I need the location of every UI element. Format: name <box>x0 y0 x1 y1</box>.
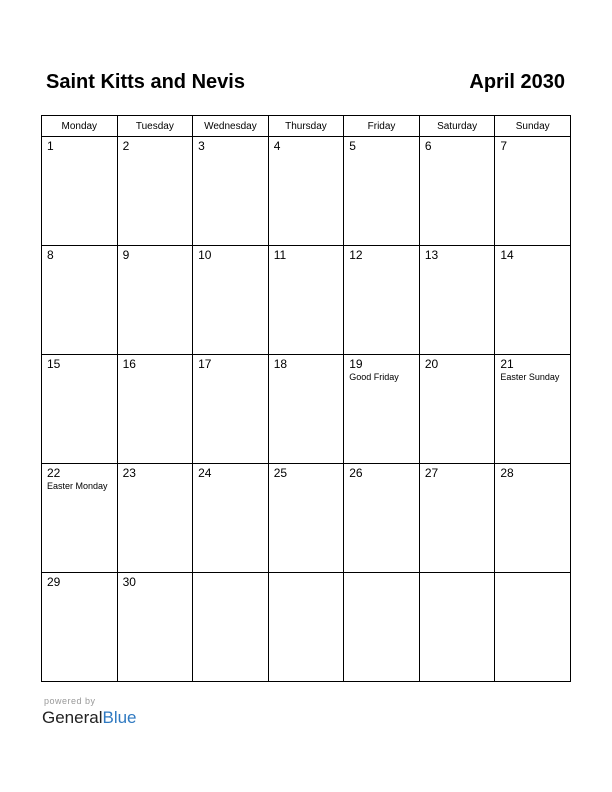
day-number: 2 <box>122 139 130 153</box>
weekday-header: Sunday <box>495 116 571 137</box>
day-cell <box>495 137 571 246</box>
day-cell <box>344 246 420 355</box>
day-cell <box>495 355 571 464</box>
day-number: 22 <box>47 466 61 480</box>
day-number: 13 <box>424 248 439 262</box>
footer-branding <box>42 696 137 728</box>
day-cell <box>268 246 344 355</box>
day-number: 1 <box>47 139 54 153</box>
day-cell <box>268 464 344 573</box>
day-number: 21 <box>500 357 514 371</box>
day-number: 15 <box>47 357 61 371</box>
day-cell <box>117 464 193 573</box>
day-cell <box>344 137 420 246</box>
day-cell <box>193 464 269 573</box>
day-cell <box>193 355 269 464</box>
day-number: 26 <box>349 466 363 480</box>
day-cell <box>42 573 118 682</box>
powered-by-text: powered by <box>44 696 96 706</box>
day-number: 17 <box>198 357 212 371</box>
month-year-title: April 2030 <box>469 71 565 93</box>
day-number: 16 <box>122 357 136 371</box>
day-cell <box>117 246 193 355</box>
weekday-header: Tuesday <box>117 116 193 137</box>
week-row <box>42 355 571 464</box>
day-number: 3 <box>198 139 205 153</box>
day-cell <box>193 137 269 246</box>
day-cell <box>419 464 495 573</box>
day-cell <box>419 355 495 464</box>
day-cell <box>42 355 118 464</box>
day-cell-empty <box>268 573 344 682</box>
day-cell <box>419 246 495 355</box>
day-number: 18 <box>273 357 288 371</box>
weekday-header: Friday <box>344 116 420 137</box>
day-number: 24 <box>198 466 212 480</box>
day-cell-empty <box>344 573 420 682</box>
day-number: 27 <box>424 466 439 480</box>
day-cell-empty <box>193 573 269 682</box>
day-number: 5 <box>349 139 356 153</box>
weekday-header: Thursday <box>268 116 344 137</box>
weekday-header: Wednesday <box>193 116 269 137</box>
country-title: Saint Kitts and Nevis <box>46 71 245 93</box>
day-number: 20 <box>424 357 439 371</box>
week-row <box>42 573 571 682</box>
day-cell <box>268 355 344 464</box>
holiday-label: Good Friday <box>349 372 399 382</box>
day-number: 29 <box>47 575 61 589</box>
generalblue-logo[interactable] <box>42 708 137 728</box>
week-row <box>42 246 571 355</box>
day-number: 25 <box>273 466 288 480</box>
day-number: 30 <box>122 575 136 589</box>
day-number: 23 <box>122 466 136 480</box>
weekday-header-row <box>42 116 571 137</box>
day-number: 12 <box>349 248 363 262</box>
day-number: 10 <box>198 248 212 262</box>
day-cell <box>268 137 344 246</box>
day-cell <box>42 137 118 246</box>
holiday-label: Easter Sunday <box>500 372 560 382</box>
day-number: 28 <box>500 466 514 480</box>
day-cell-empty <box>495 573 571 682</box>
day-cell <box>117 355 193 464</box>
day-cell <box>42 246 118 355</box>
day-cell <box>117 573 193 682</box>
day-number: 11 <box>273 248 287 262</box>
day-cell <box>344 355 420 464</box>
brand-blue-text: Blue <box>102 708 137 727</box>
day-cell <box>495 464 571 573</box>
day-cell <box>117 137 193 246</box>
day-cell <box>344 464 420 573</box>
week-row <box>42 464 571 573</box>
day-number: 9 <box>122 248 130 262</box>
brand-general-text: General <box>42 708 103 727</box>
day-number: 14 <box>500 248 514 262</box>
day-number: 4 <box>273 139 281 153</box>
day-cell <box>193 246 269 355</box>
day-number: 19 <box>349 357 363 371</box>
day-number: 8 <box>47 248 54 262</box>
day-cell-empty <box>419 573 495 682</box>
day-number: 7 <box>500 139 508 153</box>
week-row <box>42 137 571 246</box>
day-cell <box>42 464 118 573</box>
day-number: 6 <box>424 139 432 153</box>
calendar-grid <box>41 115 571 682</box>
day-cell <box>419 137 495 246</box>
weekday-header: Saturday <box>419 116 495 137</box>
holiday-label: Easter Monday <box>47 481 108 491</box>
weekday-header: Monday <box>42 116 118 137</box>
day-cell <box>495 246 571 355</box>
